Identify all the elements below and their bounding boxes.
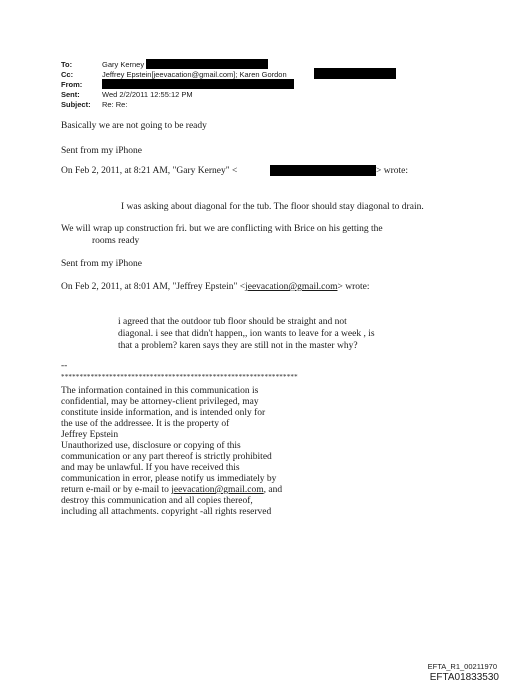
quoted-message: I was asking about diagonal for the tub. The floor should stay diagonal to drain. xyxy=(121,202,424,212)
quote-header-prefix: On Feb 2, 2011, at 8:01 AM, "Jeffrey Epstein" < xyxy=(61,282,246,292)
disclaimer-text: , and xyxy=(263,485,283,495)
subject-label: Subject: xyxy=(61,100,91,109)
disclaimer-line: including all attachments. copyright -all rights reserved xyxy=(61,507,272,517)
disclaimer-line: communication in error, please notify us immediately by xyxy=(61,474,277,484)
quoted-line: diagonal. i see that didn't happen,, ion wants to leave for a week , is xyxy=(118,329,375,339)
separator-stars: **************************************************************** xyxy=(61,373,298,381)
disclaimer-line: the use of the addressee. It is the property of xyxy=(61,419,230,429)
cc-label: Cc: xyxy=(61,70,74,79)
redaction-bar xyxy=(270,165,376,176)
bates-id-small: EFTA_R1_00211970 xyxy=(427,662,497,671)
quote-header-suffix: > wrote: xyxy=(376,166,409,176)
redaction-bar xyxy=(146,59,268,69)
quote-header-1 xyxy=(61,165,237,177)
disclaimer-line: destroy this communication and all copies thereof, xyxy=(61,496,253,506)
redaction-bar xyxy=(102,79,294,89)
signature-line: Sent from my iPhone xyxy=(61,259,143,269)
disclaimer-line: constitute inside information, and is intended only for xyxy=(61,408,266,418)
sent-label: Sent: xyxy=(61,90,80,99)
email-link[interactable]: jeevacation@gmail.com xyxy=(245,282,338,292)
separator-dashes: -- xyxy=(61,361,68,371)
quoted-line: that a problem? karen says they are still not in the master why? xyxy=(118,341,358,351)
disclaimer-line: Unauthorized use, disclosure or copying of this xyxy=(61,441,241,451)
to-value: Gary Kerney xyxy=(102,60,145,69)
quoted-line: i agreed that the outdoor tub floor should be straight and not xyxy=(118,317,347,327)
subject-value: Re: Re: xyxy=(102,100,128,109)
bates-id: EFTA01833530 xyxy=(429,672,499,683)
body-line: Basically we are not going to be ready xyxy=(61,121,207,131)
quote-header-prefix: On Feb 2, 2011, at 8:21 AM, "Gary Kerney" < xyxy=(61,166,238,176)
disclaimer-line: The information contained in this communication is xyxy=(61,386,259,396)
from-label: From: xyxy=(61,80,83,89)
signature-line: Sent from my iPhone xyxy=(61,146,143,156)
email-link[interactable]: jeevacation@gmail.com xyxy=(171,485,264,495)
disclaimer-line: communication or any part thereof is strictly prohibited xyxy=(61,452,272,462)
reply-line: We will wrap up construction fri. but we are conflicting with Brice on his getting the xyxy=(61,224,383,234)
reply-line: rooms ready xyxy=(92,236,140,246)
to-label: To: xyxy=(61,60,73,69)
sent-value: Wed 2/2/2011 12:55:12 PM xyxy=(102,90,193,99)
disclaimer-line: and may be unlawful. If you have received this xyxy=(61,463,240,473)
quote-header-suffix: > wrote: xyxy=(337,282,370,292)
disclaimer-line: confidential, may be attorney-client privileged, may xyxy=(61,397,259,407)
disclaimer-text: return e-mail or by e-mail to xyxy=(61,485,172,495)
quote-header-2 xyxy=(61,281,370,293)
disclaimer-line: Jeffrey Epstein xyxy=(61,430,119,440)
cc-value: Jeffrey Epstein[jeevacation@gmail.com]; Karen Gordon xyxy=(102,70,287,79)
redaction-bar xyxy=(314,68,396,79)
